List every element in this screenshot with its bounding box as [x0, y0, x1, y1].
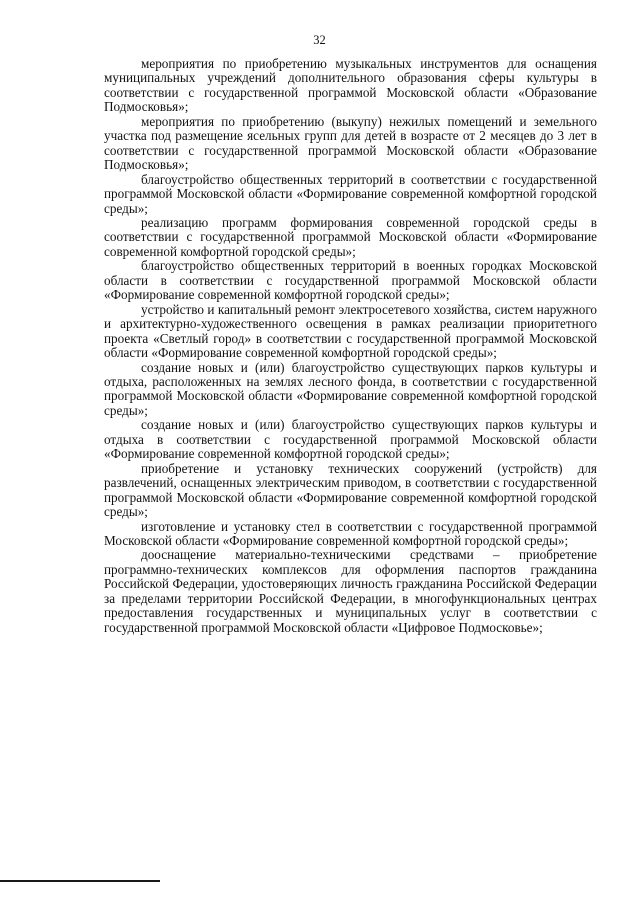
- document-body: [104, 57, 597, 635]
- list-item-paragraph: приобретение и установку технических сооружений (устройств) для развлечений, оснащенных электрическим приводом, в соответствии с государственной программой Московской области «Формирование современной комфортной городской среды»;: [104, 460, 597, 520]
- list-item-paragraph: устройство и капитальный ремонт электросетевого хозяйства, систем наружного и архитектурно-художественного освещения в рамках реализации приоритетного проекта «Светлый город» в соответствии с государственной программой Московской области «Формирование современной комфортной городской среды»;: [104, 301, 597, 361]
- list-item-paragraph: создание новых и (или) благоустройство существующих парков культуры и отдыха в соответствии с государственной программой Московской области «Формирование современной комфортной городской среды»;: [104, 417, 597, 462]
- list-item-paragraph: мероприятия по приобретению (выкупу) нежилых помещений и земельного участка под размещение ясельных групп для детей в возрасте от 2 месяцев до 3 лет в соответствии с государственной программой Московской области «Образование Подмосковья»;: [104, 113, 597, 173]
- list-item-paragraph: благоустройство общественных территорий в военных городках Московской области в соответствии с государственной программой Московской области «Формирование современной комфортной городской среды»;: [104, 258, 597, 303]
- list-item-paragraph: создание новых и (или) благоустройство существующих парков культуры и отдыха, расположенных на землях лесного фонда, в соответствии с государственной программой Московской области «Формирование современной комфортной городской среды»;: [104, 359, 597, 418]
- page-number: 32: [313, 33, 326, 47]
- list-item-paragraph: мероприятия по приобретению музыкальных инструментов для оснащения муниципальных учреждений дополнительного образования сферы культуры в соответствии с государственной программой Московской области «Образование Подмосковья»;: [104, 56, 597, 115]
- footer-divider: [0, 880, 160, 882]
- list-item-paragraph: благоустройство общественных территорий в соответствии с государственной программой Московской области «Формирование современной комфортной городской среды»;: [104, 171, 597, 216]
- list-item-paragraph: реализацию программ формирования современной городской среды в соответствии с государственной программой Московской области «Формирование современной комфортной городской среды»;: [104, 214, 597, 259]
- list-item-paragraph: изготовление и установку стел в соответствии с государственной программой Московской области «Формирование современной комфортной городской среды»;: [104, 518, 597, 548]
- list-item-paragraph: дооснащение материально-техническими средствами – приобретение программно-технических комплексов для оформления паспортов гражданина Российской Федерации, удостоверяющих личность гражданина Российской Федерации за пределами территории Российской Федерации, в многофункциональных центрах предоставления государственных и муниципальных услуг в соответствии с государственной программой Московской области «Цифровое Подмосковье»;: [104, 547, 597, 635]
